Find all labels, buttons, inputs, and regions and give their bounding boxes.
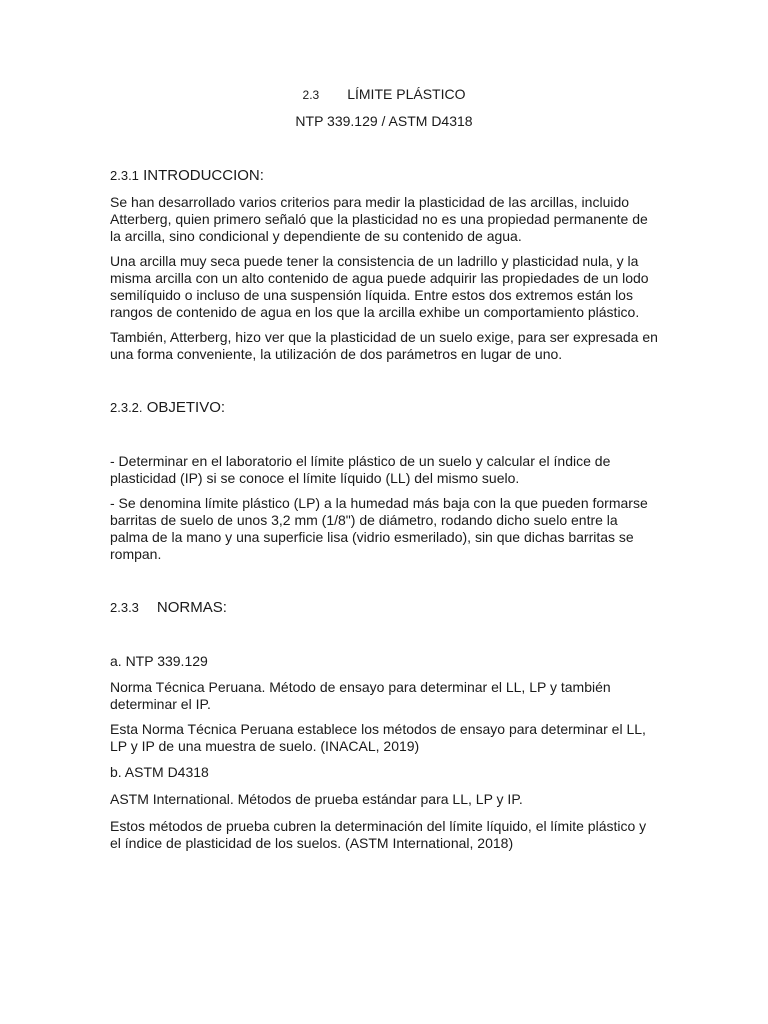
section-number: 2.3.1 <box>110 168 139 183</box>
section-heading-intro <box>110 167 264 184</box>
normas-item-a-detail: Esta Norma Técnica Peruana establece los métodos de ensayo para determinar el LL, LP y IP de una muestra de suelo. (INACAL, 2019) <box>110 721 646 754</box>
normas-item-a-title: a. NTP 339.129 <box>110 653 208 669</box>
intro-paragraph-3: También, Atterberg, hizo ver que la plasticidad de un suelo exige, para ser expresada en una forma conveniente, la utilización de dos parámetros en lugar de uno. <box>110 329 658 362</box>
section-title: NORMAS: <box>156 599 227 616</box>
normas-item-a-desc: Norma Técnica Peruana. Método de ensayo para determinar el LL, LP y también determinar el IP. <box>110 679 611 712</box>
normas-item-b-desc: ASTM International. Métodos de prueba estándar para LL, LP y IP. <box>110 791 523 807</box>
normas-item-b-title: b. ASTM D4318 <box>110 764 209 780</box>
page-subtitle: NTP 339.129 / ASTM D4318 <box>295 113 473 129</box>
page-title <box>0 86 768 102</box>
section-number: 2.3.3 <box>110 600 139 615</box>
section-title: INTRODUCCION: <box>143 167 264 184</box>
title-text: LÍMITE PLÁSTICO <box>347 86 466 102</box>
section-heading-objetivo <box>110 399 225 416</box>
normas-item-b-detail: Estos métodos de prueba cubren la determinación del límite líquido, el límite plástico y el índice de plasticidad de los suelos. (ASTM International, 2018) <box>110 818 647 851</box>
objetivo-paragraph-1: - Determinar en el laboratorio el límite plástico de un suelo y calcular el índice de plasticidad (IP) si se conoce el límite líquido (LL) del mismo suelo. <box>110 453 611 486</box>
title-number: 2.3 <box>302 88 320 102</box>
intro-paragraph-2: Una arcilla muy seca puede tener la consistencia de un ladrillo y plasticidad nula, y la misma arcilla con un alto contenido de agua puede adquirir las propiedades de un lodo semilíquido o incluso de una suspensión líquida. Entre estos dos extremos están los rangos de contenido de agua en los que la arcilla exhibe un comportamiento plástico. <box>110 253 649 320</box>
section-heading-normas <box>110 599 227 616</box>
objetivo-paragraph-2: - Se denomina límite plástico (LP) a la humedad más baja con la que pueden formarse barritas de suelo de unos 3,2 mm (1/8") de diámetro, rodando dicho suelo entre la palma de la mano y una superficie lisa (vidrio esmerilado), sin que dichas barritas se rompan. <box>110 495 648 562</box>
intro-paragraph-1: Se han desarrollado varios criterios para medir la plasticidad de las arcillas, incluido Atterberg, quien primero señaló que la plasticidad no es una propiedad permanente de la arcilla, sino condicional y dependiente de su contenido de agua. <box>110 194 648 244</box>
section-title: OBJETIVO: <box>146 399 226 416</box>
section-number: 2.3.2. <box>110 400 143 415</box>
